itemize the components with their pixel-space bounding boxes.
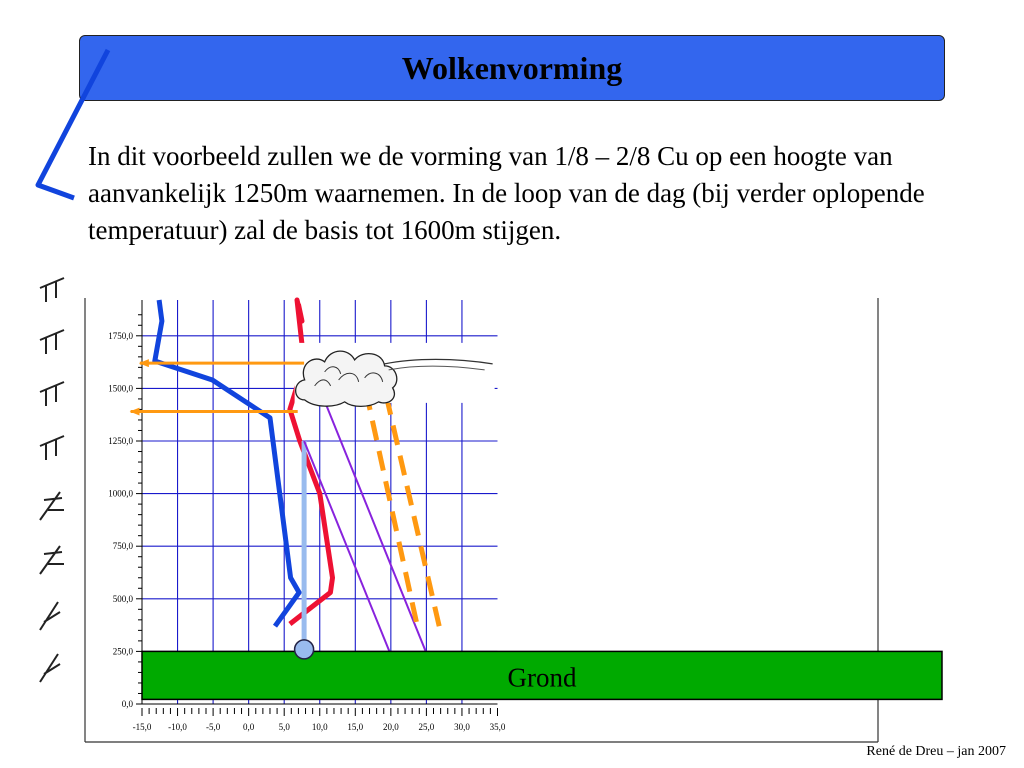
x-tick-label: 30,0 <box>454 722 470 732</box>
credit-text: René de Dreu – jan 2007 <box>866 744 1006 759</box>
wind-barb-icon <box>40 602 60 630</box>
wind-barb-icon <box>40 278 64 302</box>
y-tick-label: 1750,0 <box>108 330 133 341</box>
y-tick-label: 1000,0 <box>108 488 133 499</box>
surface-marker <box>295 640 314 659</box>
wind-barb-icon <box>40 654 60 682</box>
wind-barb-icon <box>40 546 64 574</box>
ground-bar <box>142 651 942 699</box>
y-tick-label: 0,0 <box>121 699 133 709</box>
x-tick-label: 10,0 <box>311 722 328 732</box>
wind-barb-icon <box>40 382 64 406</box>
y-tick-label: 500,0 <box>112 593 133 604</box>
y-tick-label: 1250,0 <box>108 436 133 446</box>
wind-barb-icon <box>40 330 64 354</box>
cumulus-cloud-icon <box>295 343 495 407</box>
x-tick-label: 5,0 <box>278 722 290 732</box>
x-tick-label: 25,0 <box>418 722 435 732</box>
x-tick-label: 20,0 <box>382 722 399 732</box>
cloud-shape <box>295 343 495 407</box>
bracket-line <box>38 50 108 198</box>
slide-title: Wolkenvorming <box>401 49 623 86</box>
ground-label: Grond <box>507 662 577 693</box>
x-axis <box>133 704 506 732</box>
x-tick-label: -5,0 <box>205 722 221 732</box>
x-tick-label: 35,0 <box>489 722 506 732</box>
dry-adiabat-line <box>312 370 426 652</box>
y-tick-label: 250,0 <box>112 646 133 657</box>
y-tick-label: 1500,0 <box>108 383 133 394</box>
wind-barb-icon <box>40 492 64 520</box>
wind-barb-decoration <box>38 50 108 682</box>
x-tick-label: -15,0 <box>132 722 152 732</box>
body-text: In dit voorbeeld zullen we de vorming van 1/8 – 2/8 Cu op een hoogte van aanvankelijk 1250m waarnemen. In de loop van de dag (bij verder oplopende temperatuur) zal de basis tot 1600m stijgen. <box>88 141 925 245</box>
x-tick-label: -10,0 <box>168 722 187 732</box>
y-axis <box>108 300 142 709</box>
dewpoint-curve <box>155 300 299 626</box>
y-tick-label: 750,0 <box>112 541 133 552</box>
wind-barb-icon <box>40 436 64 460</box>
x-tick-label: 15,0 <box>347 722 364 732</box>
x-tick-label: 0,0 <box>243 722 255 732</box>
